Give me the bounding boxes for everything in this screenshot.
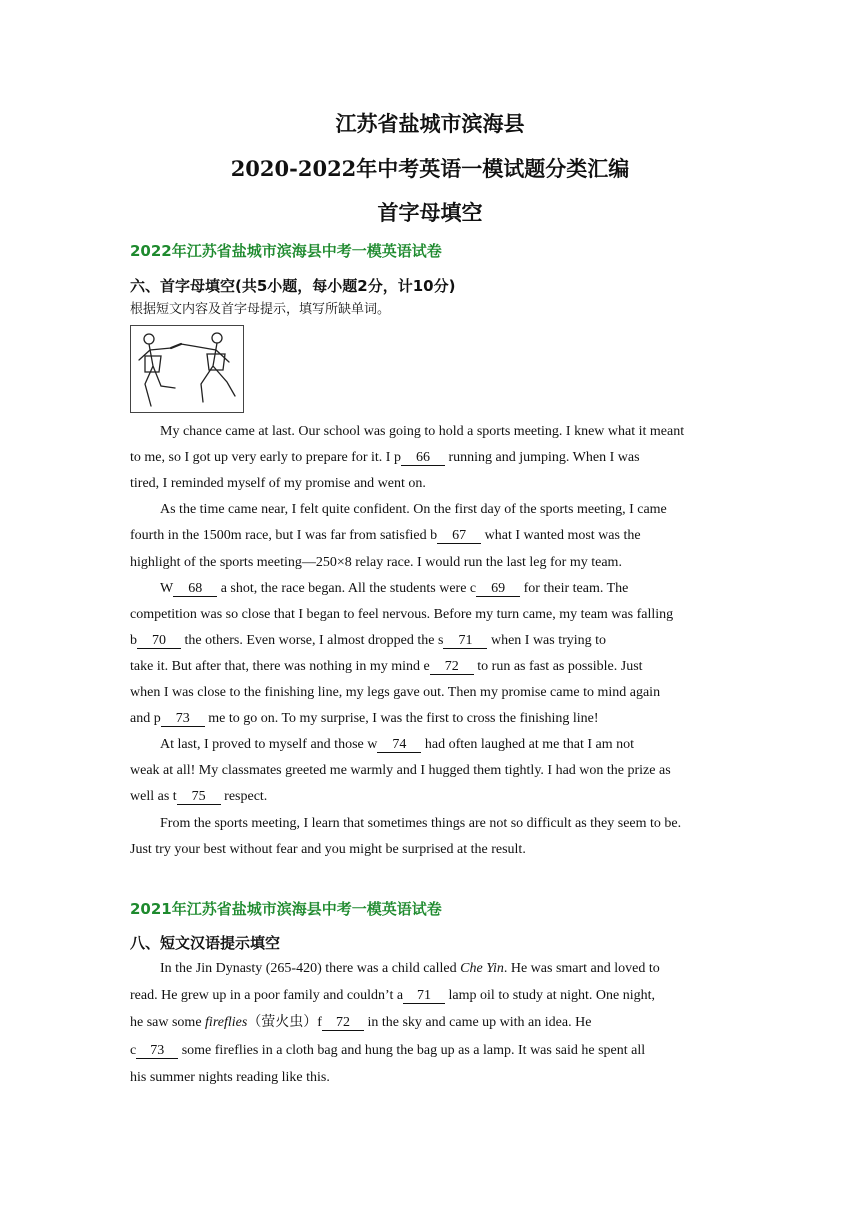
text-line	[130, 762, 730, 780]
line-text: what I wanted most was the	[481, 528, 641, 544]
text-line	[130, 1014, 730, 1032]
line-text: c	[130, 1042, 137, 1058]
section-heading-2022: 2022年江苏省盐城市滨海县中考一模英语试卷	[130, 242, 442, 260]
text-line	[130, 987, 730, 1005]
text-line	[130, 658, 730, 676]
line-text: lamp oil to study at night. One night,	[445, 988, 656, 1004]
line-text: Just try your best without fear and you might be surprised at the result.	[130, 841, 526, 857]
text-line	[160, 580, 730, 598]
part-heading-2022: 六、首字母填空(共5小题，每小题2分，计10分)	[130, 277, 456, 295]
answer-blank[interactable]: 74	[377, 738, 421, 753]
part-heading-2021: 八、短文汉语提示填空	[130, 934, 281, 952]
line-text: From the sports meeting, I learn that sometimes things are not so difficult as they seem to be.	[160, 815, 682, 831]
line-text: a shot, the race began. All the students were c	[217, 580, 477, 596]
line-text: b	[130, 632, 137, 648]
line-text: to run as fast as possible. Just	[473, 658, 643, 674]
doc-title-region: 江苏省盐城市滨海县	[335, 111, 525, 136]
line-text: . He was smart and loved to	[503, 961, 660, 976]
line-text: In the Jin Dynasty (265-420) there was a child called	[160, 961, 461, 976]
line-text: read. He grew up in a poor family and couldn’t a	[130, 988, 404, 1004]
answer-blank[interactable]: 73	[136, 1044, 178, 1059]
text-line	[130, 475, 730, 493]
text-line	[130, 632, 730, 650]
answer-blank[interactable]: 70	[137, 634, 181, 649]
line-text: running and jumping. When I was	[444, 450, 640, 466]
answer-blank[interactable]: 72	[430, 660, 474, 675]
answer-blank[interactable]: 68	[173, 582, 217, 597]
relay-race-image	[130, 325, 244, 413]
answer-blank[interactable]: 67	[437, 529, 481, 544]
line-text: W	[160, 580, 174, 596]
text-line	[160, 423, 730, 441]
line-text: for their team. The	[520, 580, 629, 596]
line-text: when I was trying to	[487, 632, 607, 648]
text-line	[160, 815, 730, 833]
text-line	[130, 449, 730, 467]
line-text: some fireflies in a cloth bag and hung the bag up as a lamp. It was said he spent all	[178, 1042, 646, 1058]
italic-term: Che Yin	[460, 961, 504, 976]
line-text: My chance came at last. Our school was going to hold a sports meeting. I knew what it meant	[160, 424, 685, 439]
doc-title-topic: 首字母填空	[377, 200, 483, 225]
text-line	[130, 1069, 730, 1087]
italic-term: fireflies	[205, 1015, 248, 1031]
text-line	[130, 554, 730, 572]
line-text: （萤火虫）f	[247, 1015, 322, 1031]
line-text: in the sky and came up with an idea. He	[363, 1015, 592, 1031]
line-text: competition was so close that I began to feel nervous. Before my turn came, my team was falling	[130, 606, 674, 622]
text-line	[160, 736, 730, 754]
text-line	[130, 684, 730, 702]
line-text: to me, so I got up very early to prepare for it. I p	[130, 450, 401, 466]
line-text: and p	[130, 711, 161, 727]
line-text: his summer nights reading like this.	[130, 1069, 330, 1085]
doc-title-main: 2020-2022年中考英语一模试题分类汇编	[230, 156, 630, 181]
line-text: fourth in the 1500m race, but I was far from satisfied b	[130, 528, 438, 544]
answer-blank[interactable]: 66	[401, 451, 445, 466]
instruction-text: 根据短文内容及首字母提示，填写所缺单词。	[130, 302, 391, 317]
text-line	[160, 960, 730, 978]
section-heading-2021: 2021年江苏省盐城市滨海县中考一模英语试卷	[130, 900, 442, 918]
text-line	[130, 527, 730, 545]
answer-blank[interactable]: 75	[177, 790, 221, 805]
line-text: highlight of the sports meeting—250×8 relay race. I would run the last leg for my team.	[130, 554, 622, 570]
line-text: tired, I reminded myself of my promise and went on.	[130, 476, 426, 492]
text-line	[130, 841, 730, 859]
text-line	[130, 788, 730, 806]
line-text: As the time came near, I felt quite confident. On the first day of the sports meeting, I came	[160, 502, 667, 518]
line-text: At last, I proved to myself and those w	[160, 737, 378, 753]
text-line	[130, 606, 730, 624]
answer-blank[interactable]: 73	[161, 712, 205, 727]
answer-blank[interactable]: 72	[322, 1016, 364, 1031]
line-text: the others. Even worse, I almost dropped the s	[181, 632, 444, 648]
runners-icon	[131, 326, 243, 412]
text-line	[160, 501, 730, 519]
text-line	[130, 1042, 730, 1060]
line-text: he saw some	[130, 1015, 206, 1031]
text-line	[130, 710, 730, 728]
answer-blank[interactable]: 69	[476, 582, 520, 597]
line-text: me to go on. To my surprise, I was the first to cross the finishing line!	[204, 711, 599, 727]
line-text: had often laughed at me that I am not	[421, 737, 635, 753]
line-text: respect.	[220, 789, 268, 805]
line-text: well as t	[130, 789, 177, 805]
line-text: take it. But after that, there was nothing in my mind e	[130, 658, 430, 674]
line-text: when I was close to the finishing line, my legs gave out. Then my promise came to mind again	[130, 685, 661, 700]
answer-blank[interactable]: 71	[403, 989, 445, 1004]
line-text: weak at all! My classmates greeted me warmly and I hugged them tightly. I had won the prize as	[130, 763, 671, 779]
answer-blank[interactable]: 71	[443, 634, 487, 649]
